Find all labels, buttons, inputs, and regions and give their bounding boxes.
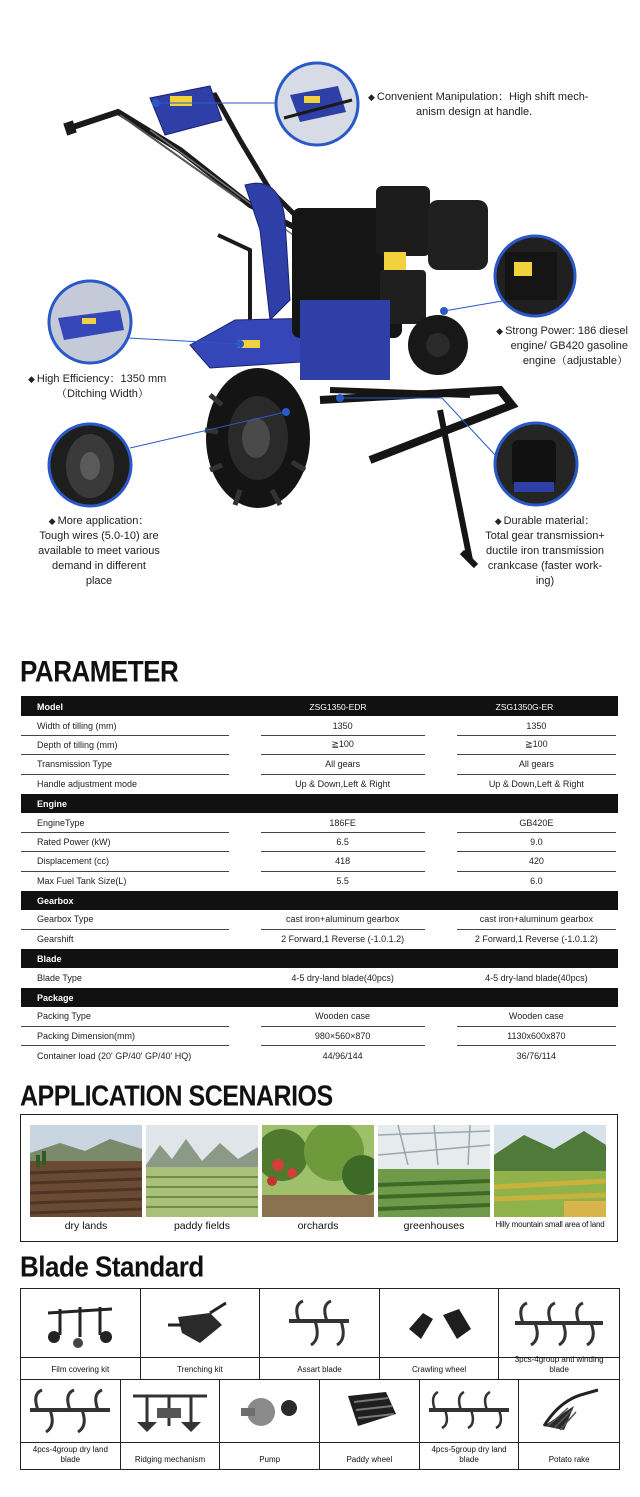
blade-label: Paddy wheel xyxy=(346,1455,393,1464)
ridging-mechanism-icon xyxy=(127,1386,213,1434)
header-model-2: ZSG1350G-ER xyxy=(495,701,554,712)
cell-divider xyxy=(141,1357,260,1358)
section-label: Blade xyxy=(37,953,62,964)
blade-label: Crawling wheel xyxy=(411,1365,467,1374)
row-value-model-1: 6.5 xyxy=(261,833,425,852)
table-header-row xyxy=(21,697,618,716)
header-model-label: Model xyxy=(37,701,63,712)
row-value-model-1: cast iron+aluminum gearbox xyxy=(261,910,425,929)
table-row xyxy=(21,755,618,774)
blade-4pcs-5group-dry-land xyxy=(420,1380,520,1469)
blade-label: Pump xyxy=(259,1455,281,1464)
row-value-model-1: 44/96/144 xyxy=(322,1050,363,1061)
dry-land-blade-4x4-icon xyxy=(26,1386,114,1434)
blade-ridging-mechanism xyxy=(121,1380,221,1469)
table-row xyxy=(21,736,618,755)
blade-row-1 xyxy=(20,1288,620,1379)
section-label: Package xyxy=(37,992,74,1003)
row-value-model-2: Up & Down,Left & Right xyxy=(488,779,584,790)
row-value-model-2: 420 xyxy=(457,852,616,871)
blade-4pcs-4group-dry-land xyxy=(21,1380,121,1469)
row-value-model-2: 1130x600x870 xyxy=(457,1027,616,1046)
table-row xyxy=(21,813,618,832)
blade-assart xyxy=(260,1289,380,1379)
row-value-model-2: 6.0 xyxy=(530,876,543,887)
scenario-caption: greenhouses xyxy=(403,1220,465,1232)
row-value-model-2: 1350 xyxy=(457,716,616,735)
table-row xyxy=(21,775,618,794)
table-row xyxy=(21,930,618,949)
scenario-dry-lands xyxy=(30,1125,142,1232)
assart-blade-icon xyxy=(279,1295,359,1351)
row-value-model-2: Wooden case xyxy=(457,1007,616,1026)
blade-potato-rake xyxy=(519,1380,619,1469)
table-row xyxy=(21,1046,618,1065)
scenario-caption: Hilly mountain small area of land xyxy=(495,1220,605,1229)
cell-divider xyxy=(21,1442,120,1443)
parameter-table xyxy=(21,696,618,1065)
blade-row-2 xyxy=(20,1379,620,1470)
blade-label: Potato rake xyxy=(548,1455,590,1464)
blade-label: Film covering kit xyxy=(51,1365,110,1374)
table-section-row xyxy=(21,988,618,1007)
section-label: Gearbox xyxy=(37,895,74,906)
blade-label: Ridging mechanism xyxy=(134,1455,206,1464)
scenario-paddy-fields xyxy=(146,1125,258,1232)
row-label: Displacement (cc) xyxy=(21,852,229,871)
callout-more-application: ◆ More application： Tough wires (5.0-10) are available to meet various demand in different place xyxy=(38,515,160,587)
row-value-model-1: 2 Forward,1 Reverse (-1.0.1.2) xyxy=(281,934,405,945)
callout-convenient-manipulation: ◆ Convenient Manipulation：High shift mech- anism design at handle. xyxy=(368,91,589,118)
row-value-model-2: cast iron+aluminum gearbox xyxy=(457,910,616,929)
diamond-bullet-icon: ◆ xyxy=(28,374,35,384)
cell-divider xyxy=(121,1442,220,1443)
blade-label: 3pcs-4group anti winding blade xyxy=(514,1355,604,1374)
table-section-row xyxy=(21,891,618,910)
pump-icon xyxy=(235,1386,305,1434)
scenario-caption: paddy fields xyxy=(173,1220,231,1232)
blade-grid xyxy=(20,1288,620,1470)
row-value-model-1: 418 xyxy=(261,852,425,871)
dry-land-blade-4x5-icon xyxy=(425,1386,513,1434)
diamond-bullet-icon: ◆ xyxy=(496,326,504,336)
table-row xyxy=(21,968,618,987)
diamond-bullet-icon: ◆ xyxy=(48,516,56,526)
cell-divider xyxy=(420,1442,519,1443)
paddy-wheel-icon xyxy=(334,1386,404,1434)
film-covering-kit-icon xyxy=(40,1295,120,1351)
blade-pump xyxy=(220,1380,320,1469)
row-value-model-1: 1350 xyxy=(261,716,425,735)
row-value-model-2: GB420E xyxy=(457,813,616,832)
cell-divider xyxy=(260,1357,379,1358)
section-label: Engine xyxy=(37,798,68,809)
cell-divider xyxy=(21,1357,140,1358)
blade-paddy-wheel xyxy=(320,1380,420,1469)
scenario-orchards xyxy=(262,1125,374,1232)
table-row xyxy=(21,833,618,852)
row-value-model-1: ≧100 xyxy=(261,736,425,755)
orchards-photo xyxy=(262,1125,374,1217)
cell-divider xyxy=(220,1442,319,1443)
dry-lands-photo xyxy=(30,1125,142,1217)
row-value-model-1: 980×560×870 xyxy=(261,1027,425,1046)
row-label: Rated Power (kW) xyxy=(21,833,229,852)
application-scenarios-heading: APPLICATION SCENARIOS xyxy=(20,1080,333,1113)
row-value-model-2: All gears xyxy=(457,755,616,774)
crawling-wheel-icon xyxy=(399,1295,479,1351)
hilly-mountain-photo xyxy=(494,1125,606,1217)
diamond-bullet-icon: ◆ xyxy=(368,92,375,102)
row-label: Container load (20' GP/40' GP/40' HQ) xyxy=(37,1050,192,1061)
paddy-fields-photo xyxy=(146,1125,258,1217)
table-row xyxy=(21,1007,618,1026)
row-label: Depth of tilling (mm) xyxy=(21,736,229,755)
row-label: Width of tilling (mm) xyxy=(21,716,229,735)
row-value-model-1: Wooden case xyxy=(261,1007,425,1026)
row-value-model-2: 36/76/114 xyxy=(516,1050,557,1061)
table-row xyxy=(21,1027,618,1046)
row-value-model-2: 2 Forward,1 Reverse (-1.0.1.2) xyxy=(474,934,598,945)
scenario-hilly-mountain xyxy=(494,1125,606,1229)
cell-divider xyxy=(320,1442,419,1443)
diamond-bullet-icon: ◆ xyxy=(494,516,502,526)
trenching-kit-icon xyxy=(160,1295,240,1351)
blade-label: 4pcs-4group dry land blade xyxy=(32,1445,108,1464)
cell-divider xyxy=(380,1357,499,1358)
table-row xyxy=(21,716,618,735)
row-value-model-1: 5.5 xyxy=(336,876,349,887)
table-body xyxy=(21,716,618,1065)
callout-strong-power: ◆ Strong Power: 186 diesel engine/ GB420 gasoline engine（adjustable） xyxy=(496,325,628,367)
greenhouses-photo xyxy=(378,1125,490,1217)
row-value-model-2: ≧100 xyxy=(457,736,616,755)
header-model-1: ZSG1350-EDR xyxy=(309,701,367,712)
scenario-greenhouses xyxy=(378,1125,490,1232)
row-value-model-1: 4-5 dry-land blade(40pcs) xyxy=(291,973,394,984)
row-label: EngineType xyxy=(21,813,229,832)
blade-label: Trenching kit xyxy=(177,1365,223,1374)
scenario-caption: orchards xyxy=(297,1220,339,1232)
blade-label: 4pcs-5group dry land blade xyxy=(431,1445,507,1464)
table-row xyxy=(21,910,618,929)
callout-durable-material: ◆ Durable material： Total gear transmission+ ductile iron transmission crankcase (faster work- ing) xyxy=(485,515,605,587)
row-value-model-1: All gears xyxy=(261,755,425,774)
blade-standard-heading: Blade Standard xyxy=(20,1250,204,1283)
scenario-caption: dry lands xyxy=(64,1220,108,1232)
scenarios-panel xyxy=(20,1114,618,1242)
table-row xyxy=(21,872,618,891)
row-value-model-1: Up & Down,Left & Right xyxy=(295,779,391,790)
potato-rake-icon xyxy=(534,1386,604,1434)
row-label: Gearbox Type xyxy=(21,910,229,929)
blade-crawling-wheel xyxy=(380,1289,500,1379)
cell-divider xyxy=(519,1442,619,1443)
table-section-row xyxy=(21,794,618,813)
blade-trenching-kit xyxy=(141,1289,261,1379)
row-value-model-2: 9.0 xyxy=(457,833,616,852)
table-row xyxy=(21,852,618,871)
blade-3pcs-4group-anti-winding xyxy=(499,1289,619,1379)
row-value-model-1: 186FE xyxy=(261,813,425,832)
parameter-heading: PARAMETER xyxy=(20,654,179,689)
row-label: Transmission Type xyxy=(21,755,229,774)
blade-film-covering-kit xyxy=(21,1289,141,1379)
callout-high-efficiency: ◆ High Efficiency：1350 mm （Ditching Width） xyxy=(28,373,167,400)
anti-winding-blade-icon xyxy=(511,1295,607,1351)
row-label: Blade Type xyxy=(37,973,82,984)
row-label: Gearshift xyxy=(37,934,74,945)
product-hero xyxy=(0,0,640,620)
row-label: Packing Dimension(mm) xyxy=(21,1027,229,1046)
blade-label: Assart blade xyxy=(297,1365,342,1374)
row-label: Max Fuel Tank Size(L) xyxy=(37,876,127,887)
row-label: Packing Type xyxy=(21,1007,229,1026)
row-label: Handle adjustment mode xyxy=(37,779,138,790)
table-section-row xyxy=(21,949,618,968)
row-value-model-2: 4-5 dry-land blade(40pcs) xyxy=(485,973,588,984)
